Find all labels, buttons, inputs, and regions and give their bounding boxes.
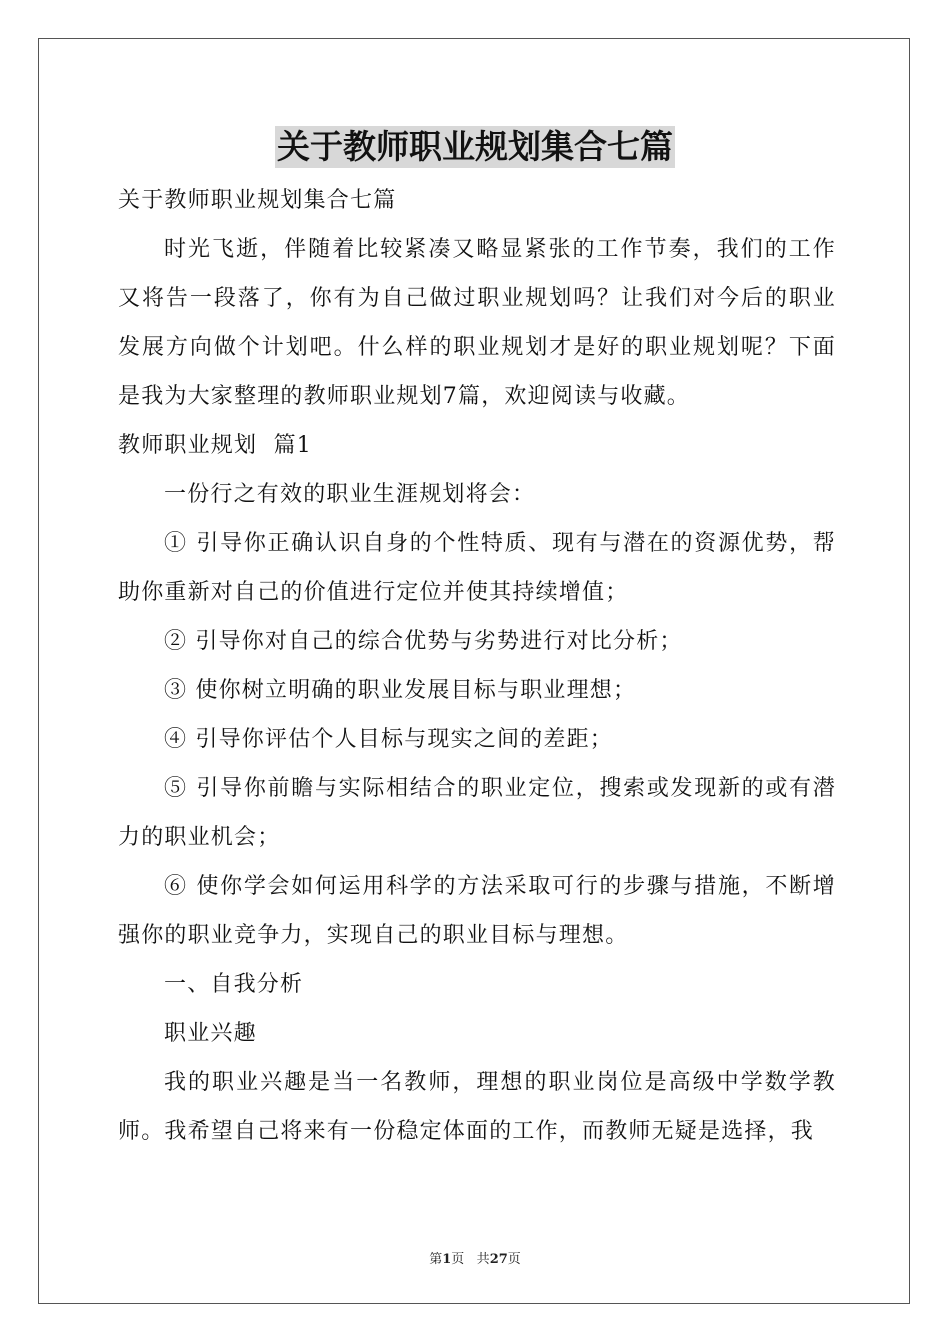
list-item-5: ⑤ 引导你前瞻与实际相结合的职业定位，搜索或发现新的或有潜力的职业机会；	[118, 776, 836, 850]
list-item-6: ⑥ 使你学会如何运用科学的方法采取可行的步骤与措施，不断增强你的职业竞争力，实现自己的职业目标与理想。	[118, 874, 836, 948]
title-container	[0, 126, 950, 168]
total-suffix: 页	[507, 1252, 521, 1267]
list-item-1: ① 引导你正确认识自身的个性特质、现有与潜在的资源优势，帮助你重新对自己的价值进行定位并使其持续增值；	[118, 531, 836, 605]
document-body	[118, 176, 836, 1156]
total-prefix: 共	[476, 1252, 490, 1267]
page-suffix: 页	[451, 1252, 465, 1267]
interest-paragraph: 我的职业兴趣是当一名教师，理想的职业岗位是高级中学数学教师。我希望自己将来有一份稳定体面的工作，而教师无疑是选择，我	[118, 1070, 836, 1144]
page-number: 1	[442, 1252, 452, 1267]
page-footer	[0, 1248, 950, 1267]
total-pages: 27	[489, 1252, 508, 1267]
effective-paragraph: 一份行之有效的职业生涯规划将会：	[164, 482, 536, 507]
subtitle: 关于教师职业规划集合七篇	[118, 188, 397, 213]
list-item-2: ② 引导你对自己的综合优势与劣势进行对比分析；	[164, 629, 683, 654]
document-title: 关于教师职业规划集合七篇	[277, 127, 673, 166]
page-prefix: 第	[429, 1252, 443, 1267]
list-item-3: ③ 使你树立明确的职业发展目标与职业理想；	[164, 678, 637, 703]
career-interest-heading: 职业兴趣	[164, 1021, 257, 1046]
self-analysis-heading: 一、自我分析	[164, 972, 304, 997]
list-item-4: ④ 引导你评估个人目标与现实之间的差距；	[164, 727, 613, 752]
section-heading: 教师职业规划 篇1	[118, 433, 312, 458]
intro-paragraph: 时光飞逝，伴随着比较紧凑又略显紧张的工作节奏，我们的工作又将告一段落了，你有为自己做过职业规划吗？让我们对今后的职业发展方向做个计划吧。什么样的职业规划才是好的职业规划呢？下面是我为大家整理的教师职业规划7篇，欢迎阅读与收藏。	[118, 237, 836, 409]
